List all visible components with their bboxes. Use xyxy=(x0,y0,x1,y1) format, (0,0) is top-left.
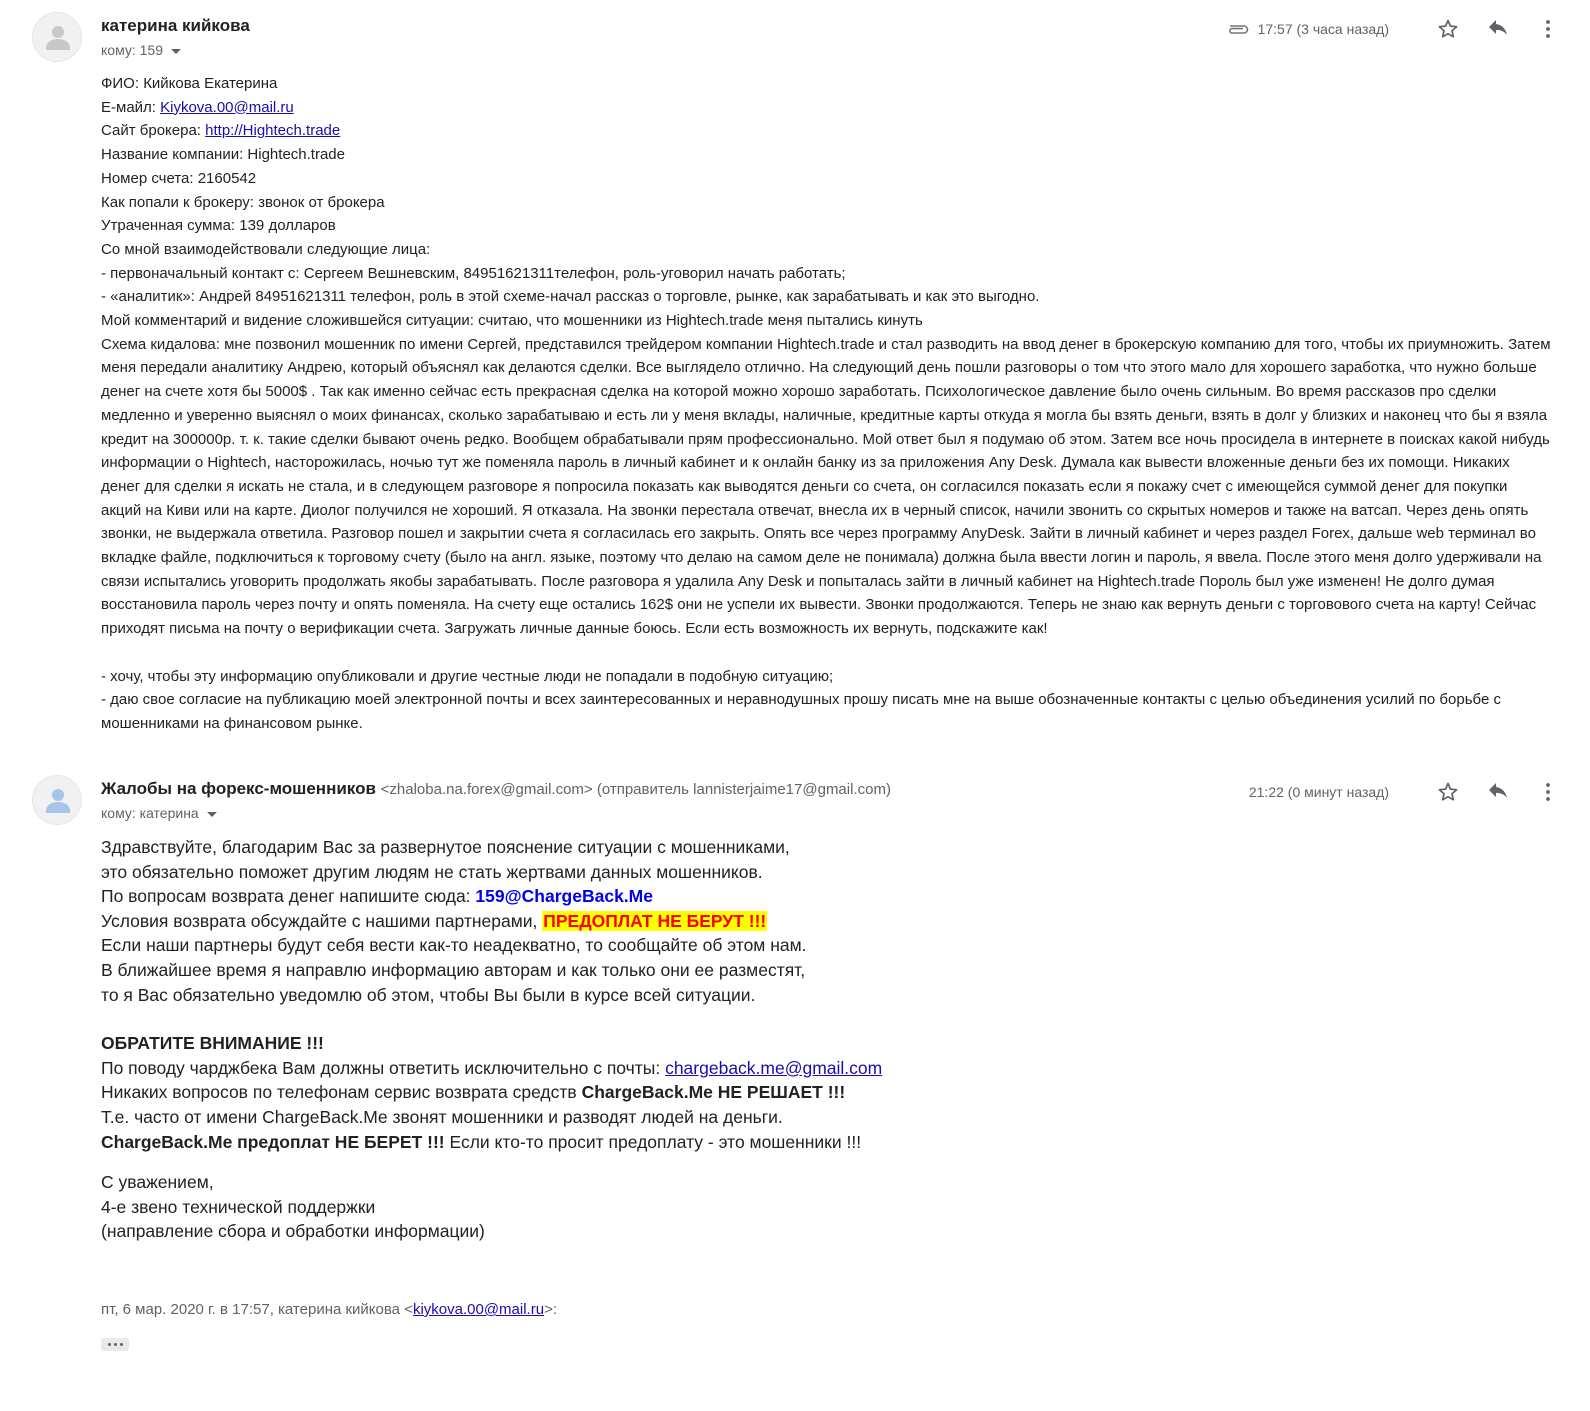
message-time: 21:22 (0 минут назад) xyxy=(1248,784,1389,800)
message-meta xyxy=(1249,777,1561,807)
field-company: Название компании: Hightech.trade xyxy=(101,146,345,164)
reply-line-9-text: По поводу чарджбека Вам должны ответить исключительно с почты: xyxy=(101,1057,666,1078)
reply-line-3 xyxy=(101,884,1101,909)
message-time: 17:57 (3 часа назад) xyxy=(1257,21,1389,37)
recipient-details-toggle[interactable] xyxy=(101,42,181,58)
wish-2: - даю свое согласие на публикацию моей электронной почты и всех заинтересованных и неравнодушных прошу писать мне на выше обозначенные контакты с целью объединения усилий по борьбе с мошенниками на финансовом рынке. xyxy=(101,691,1501,732)
field-account: Номер счета: 2160542 xyxy=(101,169,257,187)
quoted-header-end: >: xyxy=(544,1301,557,1318)
reply-line-6: В ближайшее время я направлю информацию авторам и как только они ее разместят, xyxy=(101,959,806,980)
sender-address: <zhaloba.na.forex@gmail.com> (отправитель lannisterjaime17@gmail.com) xyxy=(380,781,891,798)
reply-line-12 xyxy=(101,1130,1101,1155)
attention-heading xyxy=(101,1031,1101,1056)
message-header xyxy=(101,12,1561,72)
paperclip-icon[interactable] xyxy=(1226,17,1250,41)
blank-line xyxy=(101,1007,1101,1031)
caret-down-icon xyxy=(207,812,217,817)
reply-line-9 xyxy=(101,1056,1101,1081)
more-vert-icon[interactable] xyxy=(1535,779,1561,805)
reply-line-2: это обязательно поможет другим людям не стать жертвами данных мошенников. xyxy=(101,861,763,882)
blank-line xyxy=(101,1154,1101,1170)
reply-line-10 xyxy=(101,1080,1101,1105)
message-1-body xyxy=(101,72,1551,736)
blank-line xyxy=(101,641,1551,665)
site-label: Сайт брокера: xyxy=(101,122,206,140)
show-trimmed-content-icon[interactable] xyxy=(101,1338,129,1351)
quoted-header-text: пт, 6 мар. 2020 г. в 17:57, катерина кийкова < xyxy=(101,1301,413,1318)
message-meta xyxy=(1226,14,1561,44)
more-vert-icon[interactable] xyxy=(1535,16,1561,42)
star-icon[interactable] xyxy=(1435,779,1461,805)
field-how: Как попали к брокеру: звонок от брокера xyxy=(101,193,385,211)
reply-line-12-text: Если кто-то просит предоплату - это мошенники !!! xyxy=(444,1131,862,1152)
reply-line-4 xyxy=(101,909,1101,934)
persons-heading: Со мной взаимодействовали следующие лица: xyxy=(101,240,431,258)
email-link[interactable]: Kiykova.00@mail.ru xyxy=(160,98,294,116)
signature-2: 4-е звено технической поддержки xyxy=(101,1196,376,1217)
field-lost: Утраченная сумма: 139 долларов xyxy=(101,217,336,235)
field-fio: ФИО: Кийкова Екатерина xyxy=(101,75,278,92)
recipient-label: кому: 159 xyxy=(101,42,163,58)
recipient-label: кому: катерина xyxy=(101,805,199,821)
no-prepayment-warning: ПРЕДОПЛАТ НЕ БЕРУТ !!! xyxy=(543,910,767,931)
quoted-email-link[interactable]: kiykova.00@mail.ru xyxy=(412,1301,545,1318)
reply-line-3-text: По вопросам возврата денег напишите сюда: xyxy=(101,886,476,907)
reply-line-7: то я Вас обязательно уведомлю об этом, чтобы Вы были в курсе всей ситуации. xyxy=(101,984,756,1005)
chargeback-gmail-link[interactable]: chargeback.me@gmail.com xyxy=(665,1057,883,1078)
message-2-body xyxy=(101,835,1101,1244)
reply-line-12-bold: ChargeBack.Me предоплат НЕ БЕРЕТ !!! xyxy=(101,1131,445,1152)
reply-line-1: Здравствуйте, благодарим Вас за развернутое пояснение ситуации с мошенниками, xyxy=(101,837,790,857)
reply-icon[interactable] xyxy=(1485,16,1511,42)
avatar[interactable] xyxy=(32,775,82,825)
message-header xyxy=(101,775,1561,835)
comment: Мой комментарий и видение сложившейся ситуации: считаю, что мошенники из Hightech.trade меня пытались кинуть xyxy=(101,312,923,330)
person-1: - первоначальный контакт с: Сергеем Вешневским, 84951621311телефон, роль-уговорил начать работать; xyxy=(101,264,846,282)
sender[interactable] xyxy=(101,779,891,799)
wish-1: - хочу, чтобы эту информацию опубликовали и другие честные люди не попадали в подобную ситуацию; xyxy=(101,667,834,685)
recipient-details-toggle[interactable] xyxy=(101,805,217,821)
star-icon[interactable] xyxy=(1435,16,1461,42)
reply-line-10-text: Никаких вопросов по телефонам сервис возврата средств xyxy=(101,1082,582,1103)
default-avatar-icon xyxy=(33,776,82,825)
default-avatar-icon xyxy=(33,13,82,62)
attention-text: ОБРАТИТЕ ВНИМАНИЕ !!! xyxy=(101,1033,324,1054)
person-2: - «аналитик»: Андрей 84951621311 телефон, роль в этой схеме-начал рассказ о торговле, рынке, как зарабатывать и как это выгодно. xyxy=(101,288,1040,306)
sender-name[interactable]: катерина кийкова xyxy=(101,16,250,35)
field-email xyxy=(101,96,1551,120)
site-link[interactable]: http://Hightech.trade xyxy=(205,122,341,140)
quoted-header xyxy=(101,1301,557,1318)
sender-name: Жалобы на форекс-мошенников xyxy=(101,779,376,798)
reply-line-5: Если наши партнеры будут себя вести как-то неадекватно, то сообщайте об этом нам. xyxy=(101,935,807,956)
chargeback-email-link[interactable]: 159@ChargeBack.Me xyxy=(475,886,653,907)
reply-line-11: Т.е. часто от имени ChargeBack.Me звонят мошенники и разводят людей на деньги. xyxy=(101,1106,783,1127)
email-label: Е-майл: xyxy=(101,98,161,116)
signature-3: (направление сбора и обработки информации) xyxy=(101,1221,485,1242)
signature-1: С уважением, xyxy=(101,1172,214,1193)
reply-icon[interactable] xyxy=(1485,779,1511,805)
scheme-paragraph: Схема кидалова: мне позвонил мошенник по имени Сергей, представился трейдером компании Hightech.trade и стал разводить на ввод денег в брокерскую компанию для того, чтобы их приумножить. Затем меня передали аналитику Андрею, который объяснял как делаются сделки. Все выглядело отлично. На следующий день пошли разговоры о том что этого мало для хорошего заработка, что нужно больше денег на счете хотя бы 5000$ . Так как именно сейчас есть прекрасная сделка на которой можно хорошо заработать. Психологическое давление было очень сильным. Во время рассказов про сделки медленно и уверенно выяснял о моих финансах, сколько зарабатываю и есть ли у меня вклады, наличные, кредитные карты откуда я могла бы взять деньги, взять в долг у близких и наконец что бы я взяла кредит на 300000р. т. к. такие сделки бывают очень редко. Вообщем обрабатывали прям профессионально. Мой ответ был я подумаю об этом. Затем все ночь просидела в интернете в поисках какой нибудь информации о Hightech, насторожилась, ночью тут же поменяла пароль в личный кабинет и к онлайн банку из за приложения Any Desk. Думала как вывести вложенные деньги без их помощи. Никаких денег для сделки я искать не стала, и в следующем разговоре я попросила показать как выводятся деньги со счета, он согласился показать если я покажу счет с имеющейся суммой денег для покупки акций на Киви или на карте. Диолог получился не хороший. Я отказала. На звонки перестала отвечат, внесла их в черный список, начили звонить со скрытых номеров и также на ватсап. Через день опять звонки, не выдержала ответила. Разговор пошел и закрытии счета я согласилась его закрыть. Опять все через программу AnyDesk. Зайти в личный кабинет и через раздел Forex, дальше web терминал во вкладке файле, подключиться к торговому счету (было на англ. языке, поэтому что делаю на самом деле не понимала) должна была ввести логин и пароль, я ввела. После этого меня долго удерживали на связи испытались уговорить продолжать якобы зарабатывать. После разговора я удалила Any Desk и попыталась зайти в личный кабинет на Hightech.trade Пороль был уже изменен! Не долго думая восстановила пароль через почту и опять поменяла. На счету еще остались 162$ они не успели их вывести. Звонки продолжаются. Теперь не знаю как вернуть деньги с торговового счета на карту! Сейчас приходят письма на почту о верификации счета. Загружать личные данные боюсь. Если есть возможность их вернуть, подскажите как! xyxy=(101,335,1551,638)
field-site xyxy=(101,119,1551,143)
avatar[interactable] xyxy=(32,12,82,62)
reply-line-10-bold: ChargeBack.Me НЕ РЕШАЕТ !!! xyxy=(581,1082,846,1103)
reply-line-4-text: Условия возврата обсуждайте с нашими партнерами, xyxy=(101,910,543,931)
caret-down-icon xyxy=(171,49,181,54)
